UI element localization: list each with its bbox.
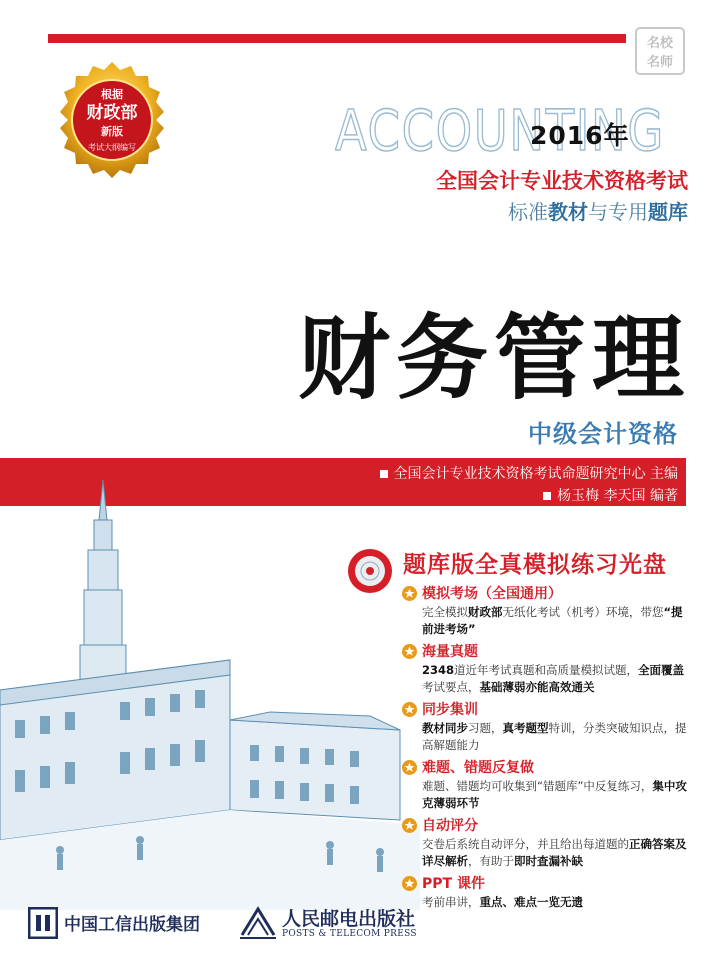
cd-feature-title-text: 海量真题 <box>422 644 478 660</box>
corner-logo-text-top: 名校 <box>646 36 674 51</box>
cd-feature-desc-segment: 考试要点， <box>422 680 480 694</box>
finance-ministry-badge <box>52 60 172 180</box>
cd-feature-desc-segment: 即时查漏补缺 <box>514 854 583 868</box>
series-tagline-b: 教材 <box>548 200 588 224</box>
cd-feature-desc-segment: 习题， <box>468 721 503 735</box>
cd-feature-desc-segment: 特训，分类突破知识点，提高解题能力 <box>422 721 687 752</box>
cd-feature-list <box>402 584 692 915</box>
series-tagline-c: 与专用 <box>588 200 648 224</box>
cd-feature-desc-segment: 财政部 <box>468 605 503 619</box>
badge-line4: 考试大纲编写 <box>88 143 136 152</box>
corner-logo-icon <box>634 26 686 76</box>
cd-feature-title <box>402 584 692 604</box>
publisher-english-name: POSTS & TELECOM PRESS <box>282 929 417 939</box>
book-subtitle: 中级会计资格 <box>528 420 678 448</box>
star-badge-icon <box>402 818 417 833</box>
edition-year: 2016年 <box>530 121 630 150</box>
cd-feature-title <box>402 700 692 720</box>
accounting-word: ACCOUNTING <box>335 99 665 164</box>
cd-feature-desc-segment: 基础薄弱亦能高效通关 <box>479 680 595 694</box>
cd-feature-desc <box>402 778 692 812</box>
cd-feature-desc-segment: 道近年考试真题和高质量模拟试题， <box>454 663 639 677</box>
series-tagline-d: 题库 <box>648 200 688 224</box>
badge-line3: 新版 <box>101 125 123 138</box>
cd-feature-desc <box>402 836 692 870</box>
author-line2-text: 杨玉梅 李天国 编著 <box>557 488 678 504</box>
cd-feature-desc-segment: 交卷后系统自动评分，并且给出每道题的 <box>422 837 629 851</box>
star-badge-icon <box>402 760 417 775</box>
cd-feature-title <box>402 642 692 662</box>
series-tagline <box>430 196 688 225</box>
cd-feature-title-text: 模拟考场（全国通用） <box>422 586 562 602</box>
publisher-group-name: 中国工信出版集团 <box>64 915 200 935</box>
cd-feature-desc-segment: 重点、难点一览无遗 <box>479 895 583 909</box>
cd-feature-desc-segment: 2348 <box>422 663 455 677</box>
cd-feature-desc-segment: 难题、错题均可收集到“错题库”中反复练习， <box>422 779 653 793</box>
author-line2 <box>500 485 678 505</box>
bullet-square-icon <box>543 492 551 500</box>
building-illustration <box>0 480 420 910</box>
cd-feature-item <box>402 642 692 696</box>
posts-telecom-logo-icon <box>238 905 278 941</box>
cd-feature-title-text: 难题、错题反复做 <box>422 760 534 776</box>
series-tagline-a: 标准 <box>508 200 548 224</box>
cd-feature-desc <box>402 662 692 696</box>
exam-series-name: 全国会计专业技术资格考试 <box>436 169 688 193</box>
top-red-bar <box>48 34 626 43</box>
cd-feature-desc-segment: 正确答案及详尽解析 <box>422 837 687 868</box>
cd-feature-desc-segment: 教材同步 <box>422 721 468 735</box>
cd-feature-title <box>402 758 692 778</box>
cd-feature-title-text: 自动评分 <box>422 818 478 834</box>
cd-feature-desc-segment: 考前串讲， <box>422 895 480 909</box>
cd-feature-desc <box>402 894 692 911</box>
miit-group-logo-icon <box>28 907 58 939</box>
cd-disc-icon <box>347 548 393 594</box>
publisher-name: 人民邮电出版社 <box>282 908 416 930</box>
cd-feature-title <box>402 816 692 836</box>
badge-line1: 根据 <box>101 88 123 101</box>
cd-feature-desc-segment: “提前进考场” <box>422 605 683 636</box>
cd-feature-title <box>402 874 692 894</box>
cd-feature-item <box>402 700 692 754</box>
cd-feature-desc-segment: 全面覆盖 <box>638 663 685 677</box>
cd-feature-desc <box>402 604 692 638</box>
cd-feature-desc <box>402 720 692 754</box>
cd-feature-desc-segment: 完全模拟 <box>422 605 468 619</box>
star-badge-icon <box>402 702 417 717</box>
cd-feature-item <box>402 584 692 638</box>
cd-feature-item <box>402 816 692 870</box>
star-badge-icon <box>402 876 417 891</box>
bullet-square-icon <box>380 470 388 478</box>
star-badge-icon <box>402 644 417 659</box>
cd-feature-desc-segment: 真考题型 <box>502 721 549 735</box>
cd-feature-desc-segment: 集中攻克薄弱环节 <box>422 779 687 810</box>
badge-line2: 财政部 <box>86 103 138 123</box>
cd-feature-title-text: PPT 课件 <box>422 876 485 892</box>
author-line1-text: 全国会计专业技术资格考试命题研究中心 主编 <box>393 466 678 482</box>
cd-title: 题库版全真模拟练习光盘 <box>403 552 667 578</box>
cd-feature-title-text: 同步集训 <box>422 702 478 718</box>
book-title: 财务管理 <box>297 304 690 412</box>
cd-feature-item <box>402 874 692 911</box>
corner-logo-text-bottom: 名师 <box>646 55 674 70</box>
star-badge-icon <box>402 586 417 601</box>
cd-feature-item <box>402 758 692 812</box>
cd-feature-desc-segment: ，有助于 <box>468 854 514 868</box>
cd-feature-desc-segment: 无纸化考试（机考）环境，带您 <box>502 605 664 619</box>
